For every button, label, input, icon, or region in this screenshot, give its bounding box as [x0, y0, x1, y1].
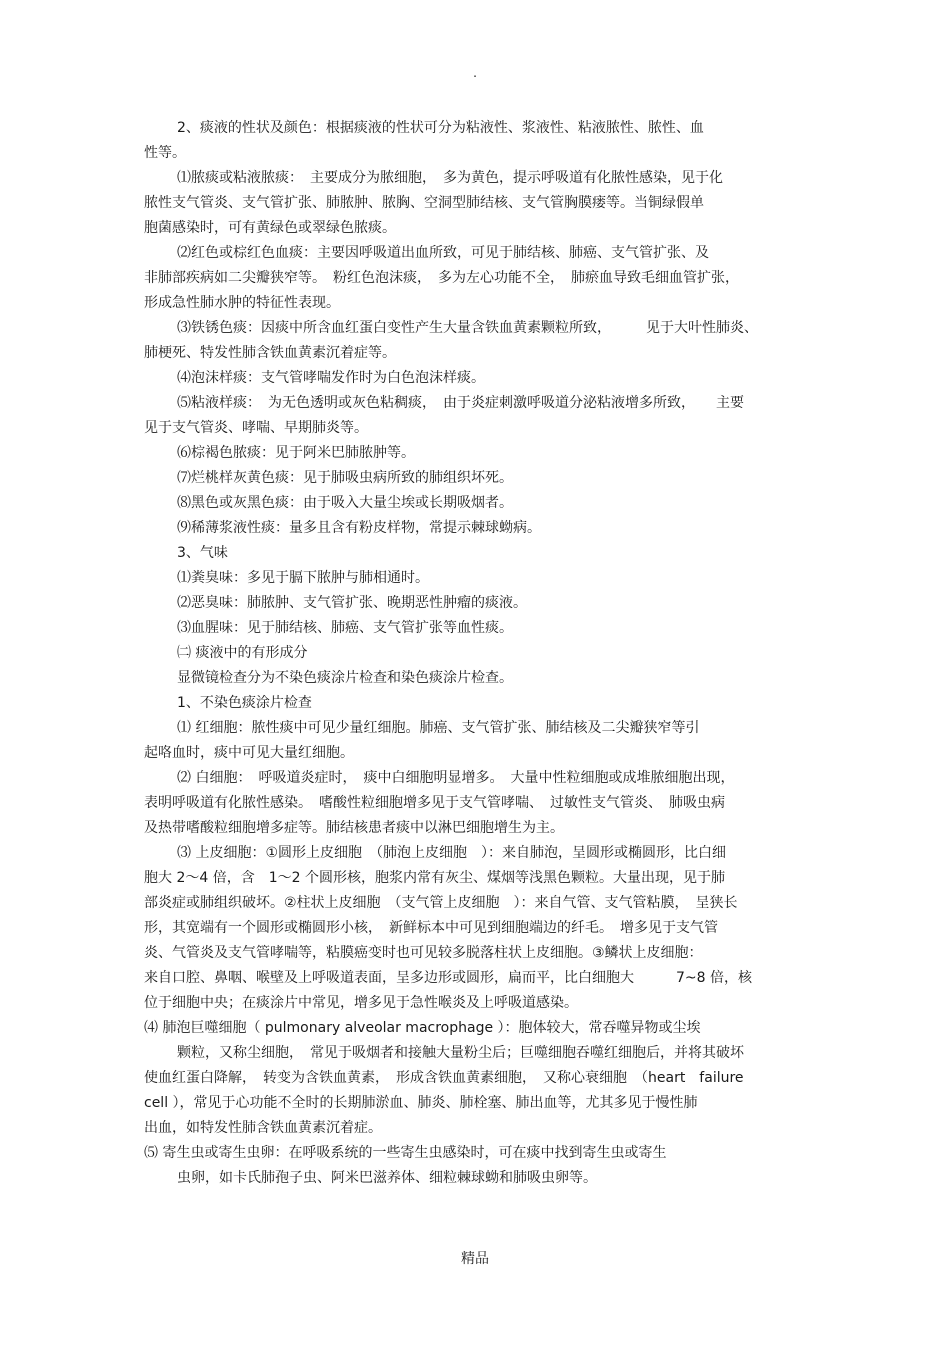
text-line: ⑸ 寄生虫或寄生虫卵：在呼吸系统的一些寄生虫感染时，可在痰中找到寄生虫或寄生: [144, 1145, 667, 1161]
text-line: 1、不染色痰涂片检查: [177, 695, 312, 711]
text-line: 炎、气管炎及支气管哮喘等，粘膜癌变时也可见较多脱落柱状上皮细胞。③鳞状上皮细胞：: [144, 945, 703, 961]
text-line: 颗粒，又称尘细胞， 常见于吸烟者和接触大量粉尘后；巨噬细胞吞噬红细胞后，并将其破坏: [177, 1045, 744, 1061]
text-line: ⑴粪臭味：多见于膈下脓肿与肺相通时。: [177, 570, 429, 586]
text-line: cell ），常见于心功能不全时的长期肺淤血、肺炎、肺栓塞、肺出血等，尤其多见于慢性肺: [144, 1095, 698, 1111]
text-line: 及热带嗜酸粒细胞增多症等。肺结核患者痰中以淋巴细胞增生为主。: [144, 820, 564, 836]
text-line: 起咯血时，痰中可见大量红细胞。: [144, 745, 354, 761]
text-line: ⑵红色或棕红色血痰：主要因呼吸道出血所致，可见于肺结核、肺癌、支气管扩张、及: [177, 245, 709, 261]
text-line: ㈡ 痰液中的有形成分: [177, 645, 308, 661]
text-line: ⑼稀薄浆液性痰：量多且含有粉皮样物，常提示棘球蚴病。: [177, 520, 541, 536]
text-line: 脓性支气管炎、支气管扩张、肺脓肿、脓胸、空洞型肺结核、支气管胸膜瘘等。当铜绿假单: [144, 195, 704, 211]
text-line: ⑷ 肺泡巨噬细胞（ pulmonary alveolar macrophage ）：胞体较大，常吞噬异物或尘埃: [144, 1020, 701, 1036]
text-line: ⑹棕褐色脓痰：见于阿米巴肺脓肿等。: [177, 445, 415, 461]
text-line: 表明呼吸道有化脓性感染。 嗜酸性粒细胞增多见于支气管哮喘、 过敏性支气管炎、 肺吸虫病: [144, 795, 725, 811]
text-line: ⑴ 红细胞：脓性痰中可见少量红细胞。肺癌、支气管扩张、肺结核及二尖瓣狭窄等引: [177, 720, 700, 736]
text-line: 出血，如特发性肺含铁血黄素沉着症。: [144, 1120, 382, 1136]
text-line: ⑸粘液样痰： 为无色透明或灰色粘稠痰， 由于炎症刺激呼吸道分泌粘液增多所致， 主要: [177, 395, 744, 411]
text-line: 2、痰液的性状及颜色：根据痰液的性状可分为粘液性、浆液性、粘液脓性、脓性、血: [177, 120, 704, 136]
text-line: ⑻黑色或灰黑色痰：由于吸入大量尘埃或长期吸烟者。: [177, 495, 513, 511]
text-line: 非肺部疾病如二尖瓣狭窄等。 粉红色泡沫痰， 多为左心功能不全， 肺瘀血导致毛细血管扩张，: [144, 270, 739, 286]
text-line: ⑵ 白细胞： 呼吸道炎症时， 痰中白细胞明显增多。 大量中性粒细胞或成堆脓细胞出现，: [177, 770, 735, 786]
text-line: ⑷泡沫样痰：支气管哮喘发作时为白色泡沫样痰。: [177, 370, 485, 386]
text-line: 形，其宽端有一个圆形或椭圆形小核， 新鲜标本中可见到细胞端边的纤毛。 增多见于支气管: [144, 920, 718, 936]
text-line: 部炎症或肺组织破坏。②柱状上皮细胞 （支气管上皮细胞 ）：来自气管、支气管粘膜， 呈狭长: [144, 895, 738, 911]
text-line: 虫卵，如卡氏肺孢子虫、阿米巴滋养体、细粒棘球蚴和肺吸虫卵等。: [177, 1170, 597, 1186]
text-line: 使血红蛋白降解， 转变为含铁血黄素， 形成含铁血黄素细胞， 又称心衰细胞 （heart failure: [144, 1070, 744, 1086]
text-line: 胞大 2～4 倍，含 1～2 个圆形核，胞浆内常有灰尘、煤烟等浅黑色颗粒。大量出现，见于肺: [144, 870, 725, 886]
text-line: ⑺烂桃样灰黄色痰：见于肺吸虫病所致的肺组织坏死。: [177, 470, 513, 486]
text-line: ⑶铁锈色痰：因痰中所含血红蛋白变性产生大量含铁血黄素颗粒所致， 见于大叶性肺炎、: [177, 320, 758, 336]
text-line: 显微镜检查分为不染色痰涂片检查和染色痰涂片检查。: [177, 670, 513, 686]
header-mark: .: [473, 66, 477, 80]
text-line: ⑶血腥味：见于肺结核、肺癌、支气管扩张等血性痰。: [177, 620, 513, 636]
text-line: 胞菌感染时，可有黄绿色或翠绿色脓痰。: [144, 220, 396, 236]
text-line: 性等。: [144, 145, 186, 161]
text-line: 肺梗死、特发性肺含铁血黄素沉着症等。: [144, 345, 396, 361]
text-line: 位于细胞中央；在痰涂片中常见，增多见于急性喉炎及上呼吸道感染。: [144, 995, 578, 1011]
text-line: 3、气味: [177, 545, 228, 561]
document-body: [144, 116, 810, 1191]
text-line: ⑵恶臭味：肺脓肿、支气管扩张、晚期恶性肿瘤的痰液。: [177, 595, 527, 611]
text-line: 来自口腔、鼻咽、喉壁及上呼吸道表面，呈多边形或圆形，扁而平，比白细胞大 7~8 倍，核: [144, 970, 752, 986]
text-line: ⑴脓痰或粘液脓痰： 主要成分为脓细胞， 多为黄色，提示呼吸道有化脓性感染，见于化: [177, 170, 723, 186]
text-line: 形成急性肺水肿的特征性表现。: [144, 295, 340, 311]
text-line: ⑶ 上皮细胞：①圆形上皮细胞 （肺泡上皮细胞 ）：来自肺泡，呈圆形或椭圆形，比白细: [177, 845, 726, 861]
text-line: 见于支气管炎、哮喘、早期肺炎等。: [144, 420, 368, 436]
footer-label: 精品: [461, 1251, 489, 1267]
